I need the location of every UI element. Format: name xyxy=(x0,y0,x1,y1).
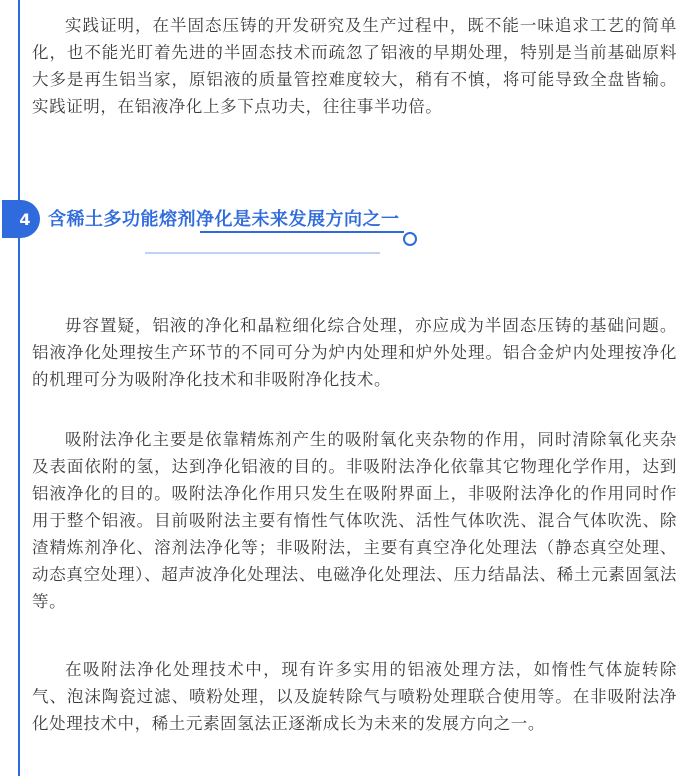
section-heading: 含稀土多功能熔剂净化是未来发展方向之一 xyxy=(48,209,400,230)
paragraph-intro: 实践证明，在半固态压铸的开发研究及生产过程中，既不能一味追求工艺的简单化，也不能光盯着先进的半固态技术而疏忽了铝液的早期处理，特别是当前基础原料大多是再生铝当家，原铝液的质量管控难度较大，稍有不慎，将可能导致全盘皆输。实践证明，在铝液净化上多下点功夫，往往事半功倍。 xyxy=(32,16,677,116)
section-number-badge xyxy=(2,200,40,238)
paragraph-purification-overview: 毋容置疑，铝液的净化和晶粒细化综合处理，亦应成为半固态压铸的基础问题。铝液净化处理按生产环节的不同可分为炉内处理和炉外处理。铝合金炉内处理按净化的机理可分为吸附净化技术和非吸附净化技术。 xyxy=(32,316,677,389)
section-number: 4 xyxy=(19,209,31,229)
paragraph-adsorption-methods: 吸附法净化主要是依靠精炼剂产生的吸附氧化夹杂物的作用，同时清除氧化夹杂及表面依附的氢，达到净化铝液的目的。非吸附法净化依靠其它物理化学作用，达到铝液净化的目的。吸附法净化作用只发生在吸附界面上，非吸附法净化的作用同时作用于整个铝液。目前吸附法主要有惰性气体吹洗、活性气体吹洗、混合气体吹洗、除渣精炼剂净化、溶剂法净化等；非吸附法，主要有真空净化处理法（静态真空处理、动态真空处理）、超声波净化处理法、电磁净化处理法、压力结晶法、稀土元素固氢法等。 xyxy=(32,430,677,611)
paragraph-rare-earth-direction: 在吸附法净化处理技术中，现有许多实用的铝液处理方法，如惰性气体旋转除气、泡沫陶瓷过滤、喷粉处理，以及旋转除气与喷粉处理联合使用等。在非吸附法净化处理技术中，稀土元素固氢法正逐渐成长为未来的发展方向之一。 xyxy=(32,660,677,733)
